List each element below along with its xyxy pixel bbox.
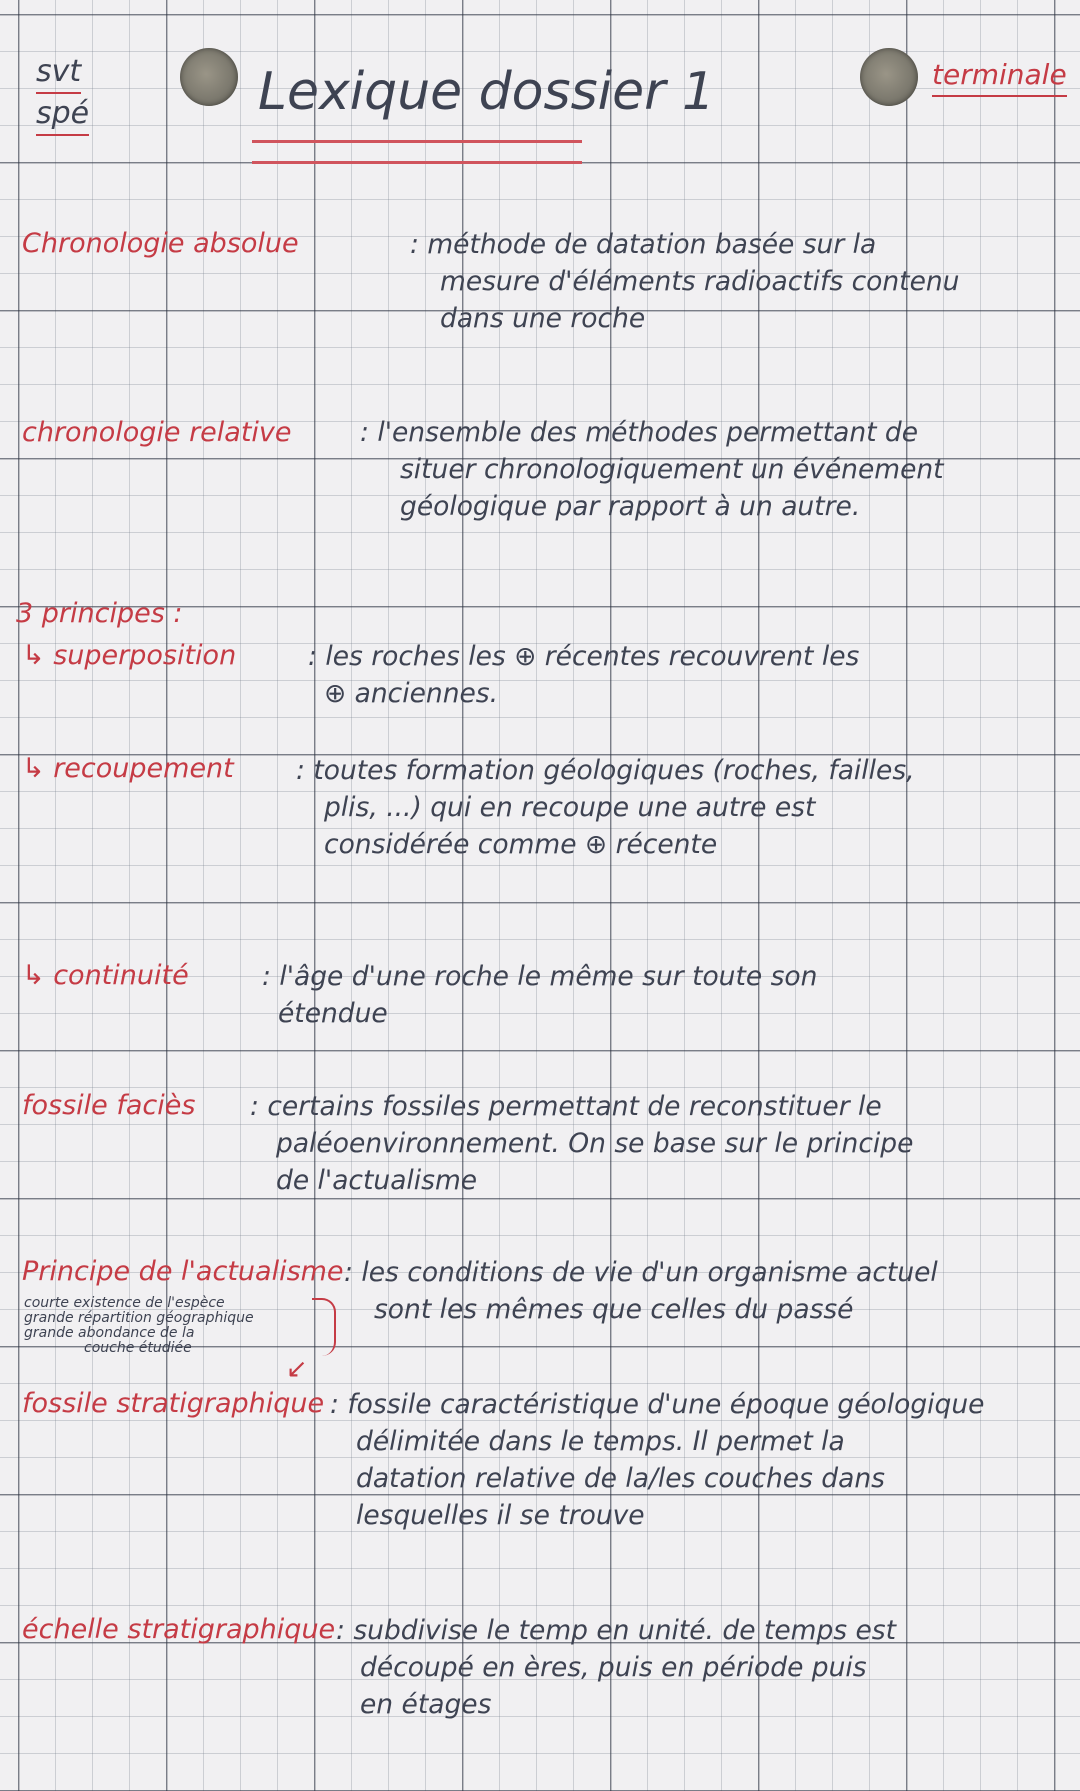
definition-superposition (308, 638, 859, 712)
definition-line: mesure d'éléments radioactifs contenu (440, 266, 960, 297)
definition-line: lesquelles il se trouve (356, 1500, 645, 1531)
term-fossile-facies: fossile faciès (22, 1090, 196, 1121)
definition-line: délimitée dans le temps. Il permet la (356, 1426, 845, 1457)
definition-line: découpé en ères, puis en période puis (360, 1652, 867, 1683)
binder-hole-right (860, 48, 918, 106)
definition-principe-actualisme (344, 1254, 938, 1328)
definition-line: : les conditions de vie d'un organisme actuel (344, 1257, 938, 1288)
side-note: couche étudiée (84, 1340, 192, 1356)
page-title: Lexique dossier 1 (258, 62, 716, 122)
definition-line: : certains fossiles permettant de reconstituer le (250, 1091, 882, 1122)
definition-line: : subdivise le temp en unité. de temps est (336, 1615, 897, 1646)
definition-fossile-facies (250, 1088, 913, 1199)
definition-line: considérée comme ⊕ récente (324, 829, 718, 860)
actualisme-side-notes (24, 1296, 254, 1356)
definition-line: étendue (278, 998, 388, 1029)
principles-heading: 3 principes : (16, 598, 183, 629)
definition-line: : l'âge d'une roche le même sur toute son (262, 961, 818, 992)
definition-recoupement (296, 752, 915, 863)
subject-name: svt (36, 52, 81, 94)
term-chronologie-relative: chronologie relative (22, 417, 292, 448)
definition-line: dans une roche (440, 303, 646, 334)
definition-chronologie-relative (360, 414, 944, 525)
definition-line: paléoenvironnement. On se base sur le principe (276, 1128, 914, 1159)
term-superposition: ↳ superposition (22, 640, 237, 671)
definition-line: : fossile caractéristique d'une époque géologique (330, 1389, 985, 1420)
term-fossile-stratigraphique: fossile stratigraphique (22, 1388, 325, 1419)
side-note: grande abondance de la (24, 1325, 195, 1341)
term-continuite: ↳ continuité (22, 960, 189, 991)
definition-line: de l'actualisme (276, 1165, 478, 1196)
definition-chronologie-absolue (410, 226, 959, 337)
definition-line: plis, ...) qui en recoupe une autre est (324, 792, 816, 823)
definition-line: : les roches les ⊕ récentes recouvrent les (308, 641, 860, 672)
definition-fossile-stratigraphique (330, 1386, 984, 1534)
term-chronologie-absolue: Chronologie absolue (22, 228, 299, 259)
definition-line: : toutes formation géologiques (roches, failles, (296, 755, 915, 786)
definition-line: datation relative de la/les couches dans (356, 1463, 885, 1494)
definition-echelle-stratigraphique (336, 1612, 896, 1723)
side-note: courte existence de l'espèce (24, 1295, 225, 1311)
term-echelle-stratigraphique: échelle stratigraphique (22, 1614, 336, 1645)
definition-line: : l'ensemble des méthodes permettant de (360, 417, 919, 448)
definition-line: ⊕ anciennes. (324, 678, 499, 709)
side-note-bracket (312, 1298, 336, 1356)
term-recoupement: ↳ recoupement (22, 753, 234, 784)
definition-line: sont les mêmes que celles du passé (374, 1294, 854, 1325)
arrow-down-icon: ↙ (286, 1354, 308, 1384)
definition-line: géologique par rapport à un autre. (400, 491, 861, 522)
term-principe-actualisme: Principe de l'actualisme (22, 1256, 344, 1287)
definition-line: situer chronologiquement un événement (400, 454, 944, 485)
level-label: terminale (932, 58, 1067, 97)
definition-line: en étages (360, 1689, 492, 1720)
title-underline (252, 140, 582, 164)
side-note: grande répartition géographique (24, 1310, 254, 1326)
specialty-name: spé (36, 94, 89, 136)
subject-label (36, 52, 89, 136)
definition-line: : méthode de datation basée sur la (410, 229, 877, 260)
definition-continuite (262, 958, 817, 1032)
binder-hole-left (180, 48, 238, 106)
